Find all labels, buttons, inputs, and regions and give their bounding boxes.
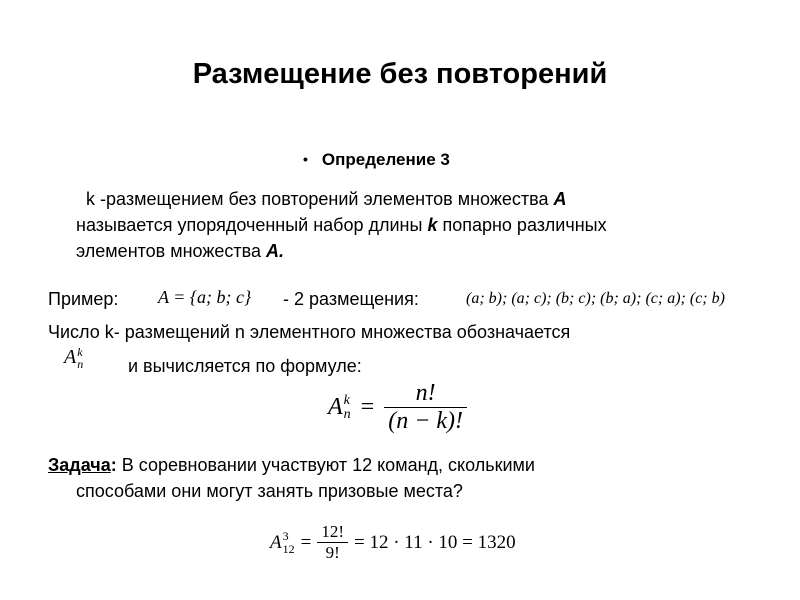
definition-line-2-bold: k [427, 215, 438, 235]
definition-line-2-tail: попарно различных [437, 215, 607, 235]
answer-equals: = [300, 531, 312, 553]
formula-fraction [384, 380, 467, 435]
answer-sub: 12 [282, 541, 295, 556]
task-colon: : [110, 455, 117, 475]
formula-lhs-base: A [328, 394, 343, 420]
answer-sup: 3 [282, 528, 289, 543]
count-symbol-sub: n [77, 357, 84, 371]
bullet-icon: • [303, 151, 308, 167]
answer-fraction [317, 522, 348, 563]
answer-formula [270, 522, 516, 563]
formula-numerator: n! [415, 380, 436, 406]
count-symbol-base: A [64, 346, 77, 368]
definition-heading-row [303, 150, 450, 170]
answer-result: = 12 · 11 · 10 = 1320 [354, 531, 516, 553]
slide-title: Размещение без повторений [192, 58, 608, 90]
count-symbol [64, 346, 83, 370]
answer-numerator: 12! [321, 522, 344, 541]
definition-heading: Определение 3 [321, 150, 450, 169]
answer-base: A [270, 531, 282, 553]
example-middle-text: - 2 размещения: [283, 289, 419, 309]
permutation-formula [328, 380, 467, 435]
definition-line-1-text: k -размещением без повторений элементов множества [86, 189, 554, 209]
task-line-1-text: В соревновании участвуют 12 команд, сколькими [116, 455, 535, 475]
task-line-2: способами они могут занять призовые места? [76, 481, 463, 501]
answer-denominator: 9! [325, 543, 340, 562]
definition-line-1 [86, 186, 567, 212]
task-line-1 [48, 455, 535, 476]
count-line-2: и вычисляется по формуле: [128, 356, 362, 376]
formula-equals: = [360, 394, 375, 420]
count-line-1: Число k- размещений n элементного множества обозначается [48, 322, 571, 342]
count-symbol-sup: k [77, 345, 83, 359]
task-label: Задача [48, 455, 111, 475]
formula-lhs-sup: k [343, 392, 350, 408]
definition-line-1-bold: A [553, 189, 567, 209]
example-placements: (a; b); (a; c); (b; c); (b; a); (c; a); (c; b) [466, 290, 725, 307]
definition-line-2 [76, 212, 607, 238]
formula-lhs-sub: n [343, 406, 351, 422]
definition-line-3-bold: A. [266, 241, 285, 261]
definition-line-2-text: называется упорядоченный набор длины [76, 215, 428, 235]
definition-line-3-text: элементов множества [76, 241, 267, 261]
definition-line-3 [76, 238, 284, 264]
formula-denominator: (n − k)! [388, 408, 464, 434]
example-label: Пример: [48, 289, 119, 309]
example-set-formula: A = {a; b; c} [158, 287, 252, 307]
